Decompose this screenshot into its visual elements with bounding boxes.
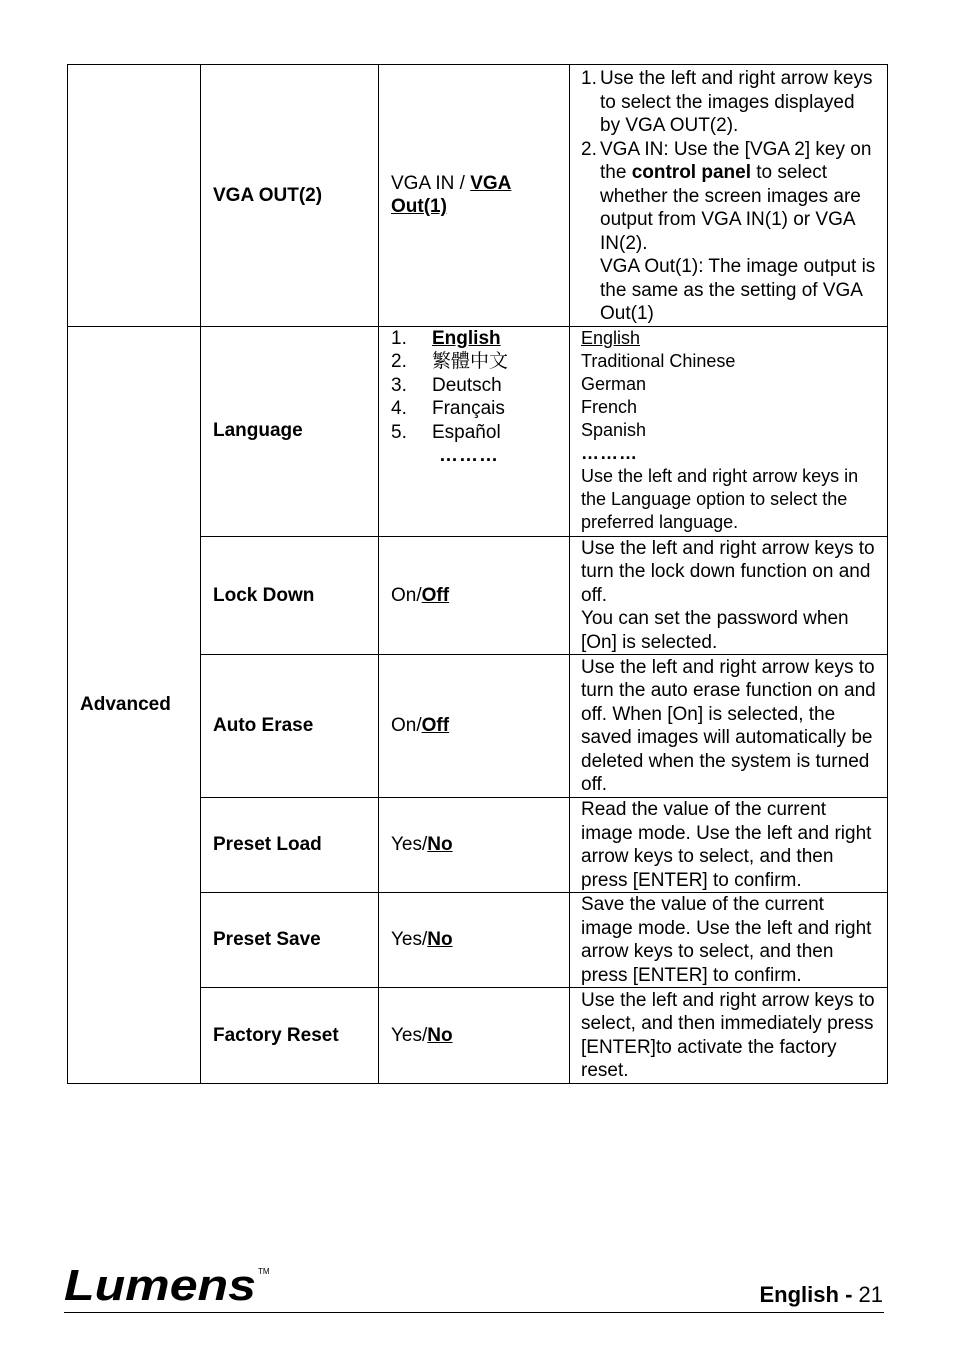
item-auto-erase: Auto Erase (201, 655, 379, 798)
more-options: ……… (439, 445, 499, 466)
desc-note: VGA Out(1): The image output is the same as the setting of VGA Out(1) (600, 256, 876, 324)
item-language: Language (201, 326, 379, 536)
footer-separator: - (845, 1282, 853, 1307)
desc-preset-save: Save the value of the current image mode. Use the left and right arrow keys to select, and then press [ENTER] to confirm. (570, 893, 888, 988)
value-option: VGA IN / (391, 172, 471, 194)
group-cell-empty (68, 65, 201, 327)
item-preset-load: Preset Load (201, 798, 379, 893)
settings-table (67, 64, 888, 1084)
list-item: 4. Français (391, 398, 505, 419)
value-vga-out (379, 65, 570, 327)
list-item: 1. English (391, 327, 501, 349)
value-default: VGA Out(1) (391, 172, 512, 218)
footer-divider (64, 1312, 884, 1313)
table-row-vga-out (68, 65, 888, 327)
svg-text:Lumens: Lumens (64, 1262, 256, 1308)
desc-language: English Traditional Chinese German French Spanish ……… Use the left and right arrow keys in the Language option to select the preferred language. (570, 326, 888, 536)
desc-vga-out (570, 65, 888, 327)
value-preset-save: Yes/No (379, 893, 570, 988)
desc-auto-erase: Use the left and right arrow keys to turn the auto erase function on and off. When [On] is selected, the saved images will automatically be deleted when the system is turned off. (570, 655, 888, 798)
list-item: 5. Español (391, 421, 501, 443)
svg-text:TM: TM (258, 1267, 270, 1276)
footer-language: English (759, 1282, 839, 1307)
page-number: 21 (858, 1282, 883, 1307)
desc-preset-load: Read the value of the current image mode. Use the left and right arrow keys to select, and then press [ENTER] to confirm. (570, 798, 888, 893)
lumens-logo (64, 1262, 274, 1313)
item-vga-out: VGA OUT(2) (201, 65, 379, 327)
list-item: 2. VGA IN: Use the [VGA 2] key on the control panel to select whether the screen images are output from VGA IN(1) or VGA IN(2). (581, 138, 872, 254)
list-item: 3. Deutsch (391, 374, 502, 396)
value-lock-down: On/Off (379, 536, 570, 655)
list-item: 1. Use the left and right arrow keys to select the images displayed by VGA OUT(2). (581, 68, 873, 136)
group-advanced: Advanced (68, 326, 201, 1084)
item-lock-down: Lock Down (201, 536, 379, 655)
page-footer (759, 1282, 883, 1308)
item-factory-reset: Factory Reset (201, 988, 379, 1084)
list-item: 2. 繁體中文 (391, 351, 509, 372)
desc-factory-reset: Use the left and right arrow keys to select, and then immediately press [ENTER]to activate the factory reset. (570, 988, 888, 1084)
value-preset-load: Yes/No (379, 798, 570, 893)
desc-lock-down: Use the left and right arrow keys to turn the lock down function on and off. You can set the password when [On] is selected. (570, 536, 888, 655)
value-factory-reset: Yes/No (379, 988, 570, 1084)
item-preset-save: Preset Save (201, 893, 379, 988)
value-language (379, 326, 570, 536)
value-auto-erase: On/Off (379, 655, 570, 798)
more-options: ……… (581, 442, 638, 463)
desc-note: Use the left and right arrow keys in the Language option to select the preferred language. (581, 465, 859, 532)
table-row-language (68, 326, 888, 536)
